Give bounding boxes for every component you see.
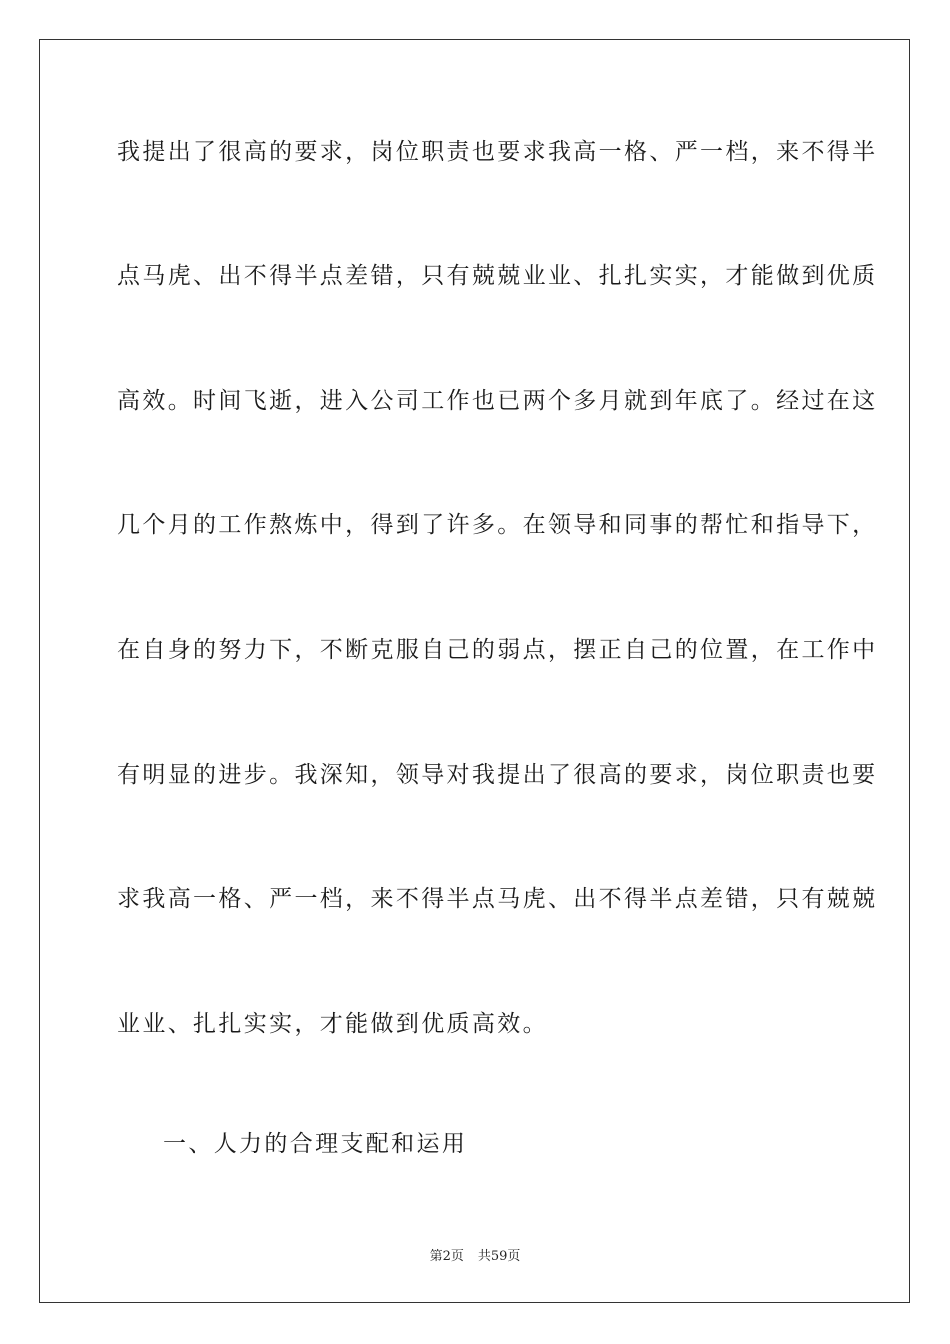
body-text-line: 业业、扎扎实实，才能做到优质高效。 xyxy=(117,1011,548,1037)
body-text-line: 有明显的进步。我深知，领导对我提出了很高的要求，岗位职责也要 xyxy=(117,762,878,788)
body-text-line: 求我高一格、严一档，来不得半点马虎、出不得半点差错，只有兢兢 xyxy=(117,886,878,912)
body-text-line: 高效。时间飞逝，进入公司工作也已两个多月就到年底了。经过在这 xyxy=(117,388,878,414)
section-heading: 一、人力的合理支配和运用 xyxy=(163,1131,468,1157)
body-text-line: 点马虎、出不得半点差错，只有兢兢业业、扎扎实实，才能做到优质 xyxy=(117,263,878,289)
body-text-line: 几个月的工作熬炼中，得到了许多。在领导和同事的帮忙和指导下， xyxy=(117,512,878,538)
body-text-line: 在自身的努力下，不断克服自己的弱点，摆正自己的位置，在工作中 xyxy=(117,637,878,663)
page-total: 共59页 xyxy=(477,1249,521,1264)
page-border xyxy=(39,39,910,1303)
body-text-line: 我提出了很高的要求，岗位职责也要求我高一格、严一档，来不得半 xyxy=(117,139,878,165)
page-footer xyxy=(0,1248,950,1266)
page-number: 第2页 xyxy=(429,1249,464,1264)
